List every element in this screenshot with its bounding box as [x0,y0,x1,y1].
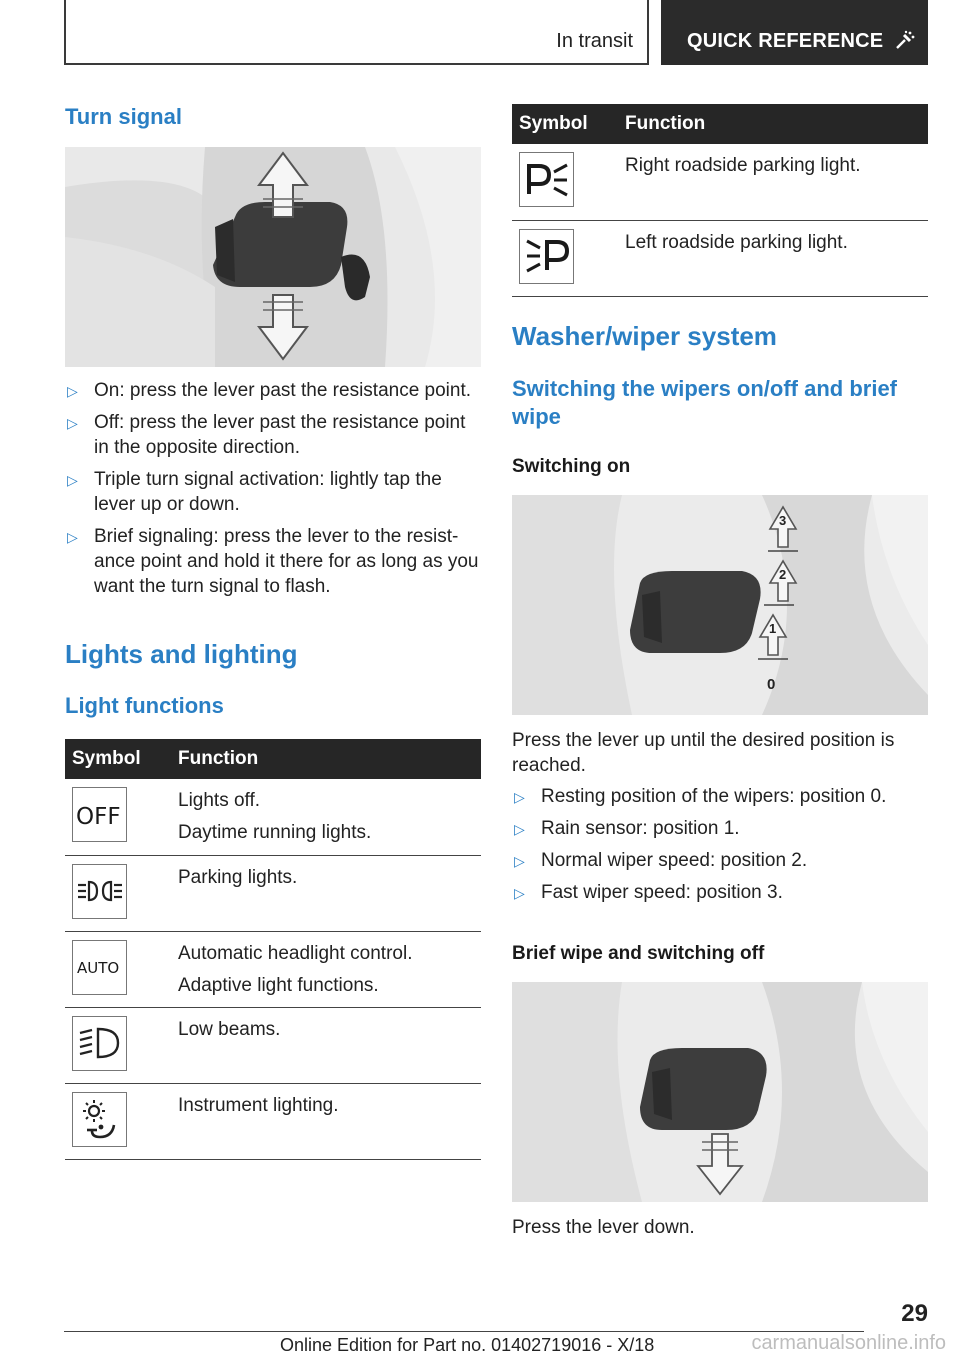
footer-edition: Online Edition for Part no. 01402719016 - X/18 [280,1335,655,1355]
auto-headlight-icon [72,940,127,995]
table-row: OFF Lights off. Daytime running lights. [65,779,481,855]
table-row: Left roadside parking light. [512,220,928,296]
header-section-title: In transit [556,30,633,52]
low-beams-icon [72,1016,127,1071]
switching-on-title: Switching on [512,456,631,477]
bullet-triangle-icon: ▷ [67,472,78,488]
table-row: Low beams. [65,1007,481,1083]
list-item: ▷ Rain sensor: position 1. [512,816,928,841]
svg-text:2: 2 [779,567,787,582]
table-row: Instrument lighting. [65,1083,481,1159]
wiper-positions-image [512,495,928,715]
bullet-triangle-icon: ▷ [67,415,78,431]
right-parking-light-icon [519,152,574,207]
list-item: ▷ Off: press the lever past the resistance point in the opposite direction. [67,412,466,458]
press-up-text: Press the lever up until the desired position is reached. [512,730,895,776]
list-item: ▷ On: press the lever past the resistance point. [65,378,481,403]
turn-signal-title: Turn signal [65,104,182,129]
header-chapter-title: QUICK REFERENCE [687,30,884,52]
bullet-triangle-icon: ▷ [514,885,525,901]
table-header-row [65,739,481,779]
page-number: 29 [901,1300,928,1327]
bullet-triangle-icon: ▷ [67,383,78,399]
bullet-triangle-icon: ▷ [514,853,525,869]
parking-light-table [512,104,928,297]
svg-text:0: 0 [767,676,776,693]
light-functions-title: Light functions [65,693,224,718]
quick-reference-icon [893,30,915,52]
table-row: AUTO Automatic headlight control. Adaptive light functions. [65,931,481,1007]
switching-wipers-title: Switching the wipers on/off and brief wipe [512,376,898,429]
svg-text:AUTO: AUTO [76,959,119,977]
column-header-symbol: Symbol [65,739,172,779]
svg-text:3: 3 [779,513,787,528]
svg-text:OFF: OFF [75,803,121,830]
table-header-row [512,104,928,144]
bullet-triangle-icon: ▷ [67,529,78,545]
washer-wiper-title: Washer/wiper system [512,321,777,351]
header-section-box [64,0,649,65]
list-item: ▷ Triple turn signal activation: lightly tap the lever up or down. [67,469,442,515]
bullet-triangle-icon: ▷ [514,789,525,805]
svg-text:1: 1 [769,621,777,636]
turn-signal-image [65,147,481,367]
footer-divider [64,1331,864,1332]
column-header-symbol: Symbol [512,104,619,144]
lights-off-icon [72,787,127,842]
left-parking-light-icon [519,229,574,284]
parking-lights-icon [72,864,127,919]
table-row: Right roadside parking light. [512,144,928,220]
turn-signal-list [65,378,481,606]
list-item: ▷ Fast wiper speed: position 3. [512,880,928,905]
list-item: ▷ Resting position of the wipers: position 0. [512,784,928,809]
brief-wipe-image [512,982,928,1202]
brief-wipe-title: Brief wipe and switching off [512,943,765,964]
header-chapter-tab [661,0,928,65]
bullet-triangle-icon: ▷ [514,821,525,837]
page-header [64,0,928,65]
watermark: carmanualsonline.info [751,1332,946,1354]
press-down-text: Press the lever down. [512,1217,695,1238]
column-header-function: Function [619,104,928,144]
lights-title: Lights and lighting [65,639,298,669]
list-item: ▷ Brief signaling: press the lever to the resist‐ ance point and hold it there for as long as you want the turn signal to flash. [67,526,479,597]
wiper-positions-list [512,784,928,912]
column-header-function: Function [172,739,481,779]
list-item: ▷ Normal wiper speed: position 2. [512,848,928,873]
light-functions-table [65,739,481,1160]
table-row: Parking lights. [65,855,481,931]
instrument-lighting-icon [72,1092,127,1147]
